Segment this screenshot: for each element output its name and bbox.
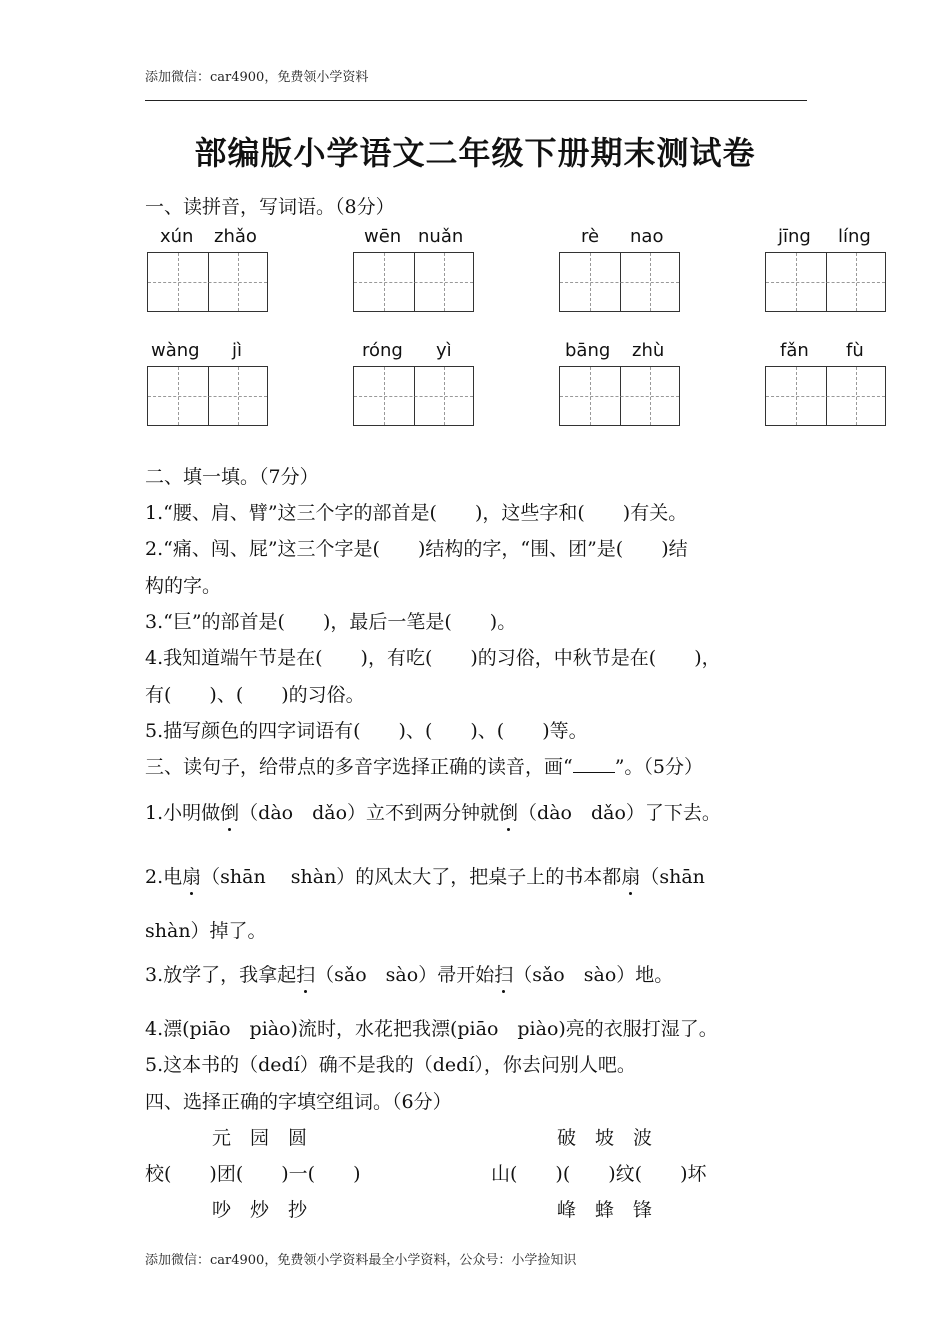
dotted-char: 扫 [296, 960, 315, 987]
pinyin: rè [581, 226, 600, 247]
pinyin: fǎn [780, 340, 809, 361]
question-line: 5.描写颜色的四字词语有( )、( )、( )等。 [145, 720, 588, 742]
pinyin: nao [630, 226, 664, 247]
header-note: 添加微信：car4900，免费领小学资料 [145, 70, 369, 85]
header-divider [145, 100, 807, 101]
question-line: 构的字。 [145, 575, 222, 597]
sentence-5: 5.这本书的（dedí）确不是我的（dedí），你去问别人吧。 [145, 1054, 636, 1076]
underline-sample [573, 758, 615, 773]
sentence-text: （shān [640, 866, 705, 888]
pinyin: bāng [565, 340, 611, 361]
section2-heading: 二、填一填。（7分） [145, 466, 319, 488]
pinyin: wàng [151, 340, 200, 361]
sentence-text: （sǎo sào）地。 [513, 964, 674, 986]
question-line: 2.“痛、闯、屁”这三个字是( )结构的字，“围、团”是( )结 [145, 538, 688, 560]
sentence-text: （sǎo sào）帚开始 [315, 964, 495, 986]
pinyin: nuǎn [418, 226, 464, 247]
pinyin: jì [232, 340, 243, 361]
pinyin: wēn [364, 226, 402, 247]
sentence-text: （dào dǎo）了下去。 [518, 802, 721, 824]
char-choices: 吵 炒 抄 [212, 1199, 308, 1221]
sentence-text: 1.小明做 [145, 802, 221, 824]
char-choices: 破 坡 波 [557, 1127, 653, 1149]
fill-blanks: 山( )( )纹( )坏 [491, 1163, 707, 1185]
sentence-2-continued: shàn）掉了。 [145, 920, 267, 942]
char-choices: 元 园 圆 [212, 1127, 308, 1149]
writing-grid[interactable] [147, 366, 268, 426]
pinyin: líng [838, 226, 871, 247]
writing-grid[interactable] [765, 366, 886, 426]
pinyin: yì [436, 340, 452, 361]
sentence-4: 4.漂(piāo piào)流时，水花把我漂(piāo piào)亮的衣服打湿了。 [145, 1018, 718, 1040]
writing-grid[interactable] [353, 252, 474, 312]
writing-grid[interactable] [147, 252, 268, 312]
question-line: 3.“巨”的部首是( )，最后一笔是( )。 [145, 611, 517, 633]
sentence-text: （dào dǎo）立不到两分钟就 [239, 802, 500, 824]
sentence-text: （shān shàn）的风太大了，把桌子上的书本都 [201, 866, 622, 888]
writing-grid[interactable] [765, 252, 886, 312]
sentence-text: 3.放学了，我拿起 [145, 964, 297, 986]
writing-grid[interactable] [559, 252, 680, 312]
dotted-char: 扇 [621, 862, 640, 889]
sentence-1 [145, 798, 721, 825]
writing-grid[interactable] [353, 366, 474, 426]
dotted-char: 倒 [499, 798, 518, 825]
section3-heading [145, 752, 703, 779]
pinyin: zhǎo [214, 226, 257, 247]
fill-blanks: 校( )团( )一( ) [145, 1163, 361, 1185]
heading-text: ”。（5分） [614, 756, 704, 778]
footer-note: 添加微信：car4900，免费领小学资料最全小学资料，公众号：小学捡知识 [145, 1253, 577, 1268]
section4-heading: 四、选择正确的字填空组词。（6分） [145, 1091, 452, 1113]
dotted-char: 倒 [220, 798, 239, 825]
char-choices: 峰 蜂 锋 [557, 1199, 653, 1221]
sentence-3 [145, 960, 673, 987]
sentence-text: 2.电 [145, 866, 183, 888]
writing-grid[interactable] [559, 366, 680, 426]
page-title: 部编版小学语文二年级下册期末测试卷 [194, 134, 756, 172]
section1-heading: 一、读拼音，写词语。（8分） [145, 196, 395, 218]
sentence-2 [145, 862, 705, 889]
dotted-char: 扫 [494, 960, 513, 987]
pinyin: jīng [778, 226, 811, 247]
question-line: 4.我知道端午节是在( )，有吃( )的习俗，中秋节是在( )， [145, 647, 721, 669]
pinyin: fù [846, 340, 864, 361]
pinyin: zhù [632, 340, 665, 361]
question-line: 有( )、( )的习俗。 [145, 684, 365, 706]
pinyin: xún [160, 226, 194, 247]
heading-text: 三、读句子，给带点的多音字选择正确的读音，画“ [145, 756, 573, 778]
dotted-char: 扇 [182, 862, 201, 889]
question-line: 1.“腰、肩、臂”这三个字的部首是( )，这些字和( )有关。 [145, 502, 688, 524]
pinyin: róng [362, 340, 403, 361]
